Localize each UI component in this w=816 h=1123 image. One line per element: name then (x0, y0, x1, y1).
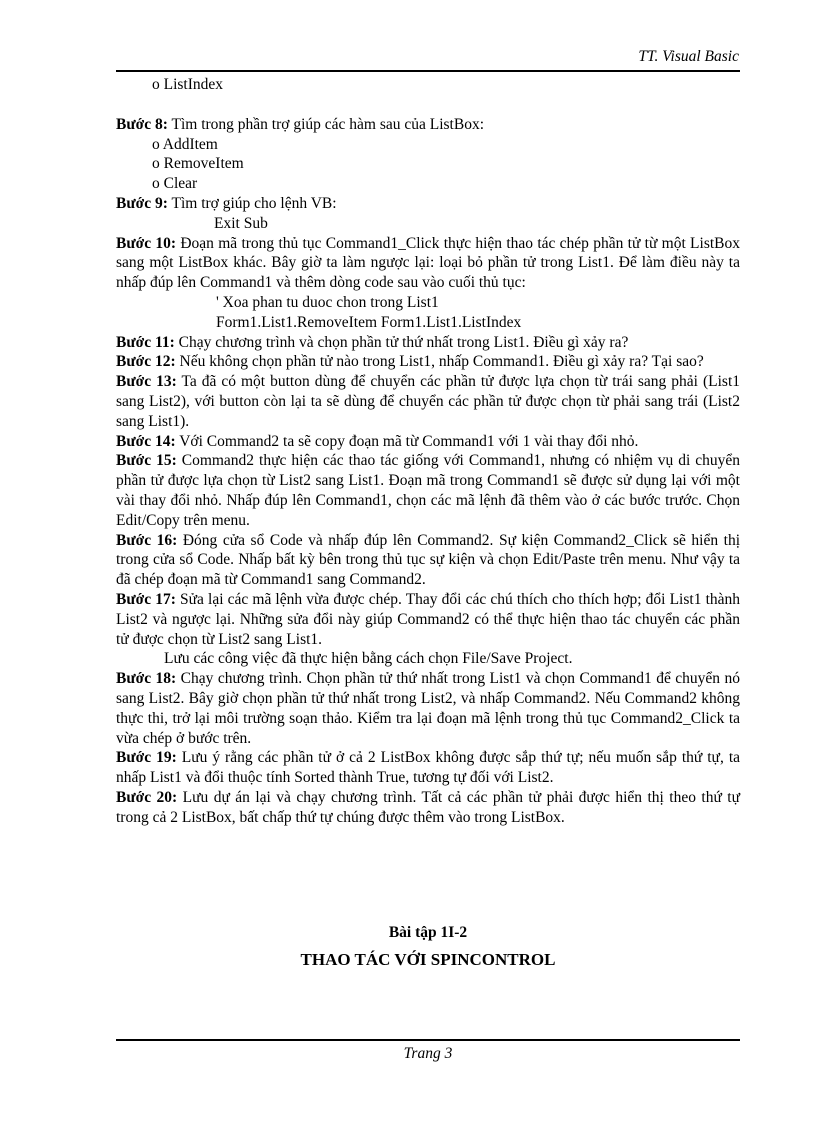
step-text: Tìm trợ giúp cho lệnh VB: (167, 194, 337, 212)
step-label: Bước 20: (116, 788, 178, 806)
code-line: Form1.List1.RemoveItem Form1.List1.ListIndex (216, 313, 522, 331)
step-text: Với Command2 ta sẽ copy đoạn mã từ Command1 với 1 vài thay đổi nhỏ. (175, 432, 639, 450)
step-15 (116, 451, 740, 530)
step-14 (116, 432, 740, 452)
step-16 (116, 531, 740, 590)
bullet-listindex: o ListIndex (152, 76, 224, 93)
step-text: Chạy chương trình. Chọn phần tử thứ nhất trong List1 và chọn Command1 để chuyển nó sang List2. Bây giờ chọn phần tử thứ nhất trong List2, và nhấp Command2. Nếu Command2 không thực thi, trở lại môi trường soạn thảo. Kiểm tra lại đoạn mã lệnh trong thủ tục Command2_Click ta vừa chép ở bước trên. (116, 670, 741, 747)
step-19 (116, 748, 740, 788)
step-text: Đóng cửa sổ Code và nhấp đúp lên Command2. Sự kiện Command2_Click sẽ hiển thị trong cửa sổ Code. Nhấp bất kỳ bên trong thủ tục sự kiện và chọn Edit/Paste trên menu. Như vậy ta đã chép đoạn mã từ Command1 sang Command2. (116, 531, 740, 589)
step-label: Bước 18: (116, 670, 177, 688)
code-line: Exit Sub (214, 214, 268, 232)
header-rule (116, 70, 740, 72)
save-note: Lưu các công việc đã thực hiện bằng cách chọn File/Save Project. (164, 650, 573, 668)
step-10 (116, 234, 740, 293)
bullet-item: o Clear (152, 175, 198, 193)
page-number: Trang 3 (403, 1045, 453, 1062)
exercise-label: Bài tập 1I-2 (388, 924, 468, 941)
spacer (116, 95, 740, 115)
step-label: Bước 11: (116, 333, 175, 351)
step-17 (116, 590, 740, 649)
step-label: Bước 13: (116, 373, 177, 391)
step-label: Bước 10: (116, 234, 177, 252)
step-label: Bước 9: (116, 194, 168, 212)
bullet-item: o RemoveItem (152, 155, 244, 173)
step-11 (116, 333, 740, 353)
exercise-title: THAO TÁC VỚI SPINCONTROL (300, 950, 556, 969)
step-text: Nếu không chọn phần tử nào trong List1, nhấp Command1. Điều gì xảy ra? Tại sao? (175, 353, 704, 371)
step-label: Bước 12: (116, 353, 176, 371)
step-label: Bước 14: (116, 432, 176, 450)
step-text: Command2 thực hiện các thao tác giống với Command1, nhưng có nhiệm vụ di chuyển phần tử được lựa chọn từ List2 sang List1. Đoạn mã trong Command1 sẽ được sử dụng lại với một vài thay đổi nhỏ. Nhấp đúp lên Command1, chọn các mã lệnh đã thêm vào ở các bước trước. Chọn Edit/Copy trên menu. (116, 452, 740, 529)
header-title: TT. Visual Basic (638, 48, 739, 65)
step-text: Ta đã có một button dùng để chuyển các phần tử được lựa chọn từ trái sang phải (List1 sang List2), với button còn lại ta sẽ dùng để chuyển các phần tử được chọn từ phải sang trái (List2 sang List1). (116, 373, 740, 430)
page-content (116, 75, 740, 827)
step-text: Lưu ý rằng các phần tử ở cả 2 ListBox không được sắp thứ tự; nếu muốn sắp thứ tự, ta nhấp List1 và đổi thuộc tính Sorted thành True, tương tự đối với List2. (116, 749, 740, 787)
step-label: Bước 15: (116, 452, 177, 470)
step-8 (116, 115, 740, 135)
step-label: Bước 16: (116, 531, 178, 549)
step-label: Bước 17: (116, 590, 176, 608)
code-comment: ' Xoa phan tu duoc chon trong List1 (216, 293, 439, 311)
step-text: Chạy chương trình và chọn phần tử thứ nhất trong List1. Điều gì xảy ra? (174, 333, 629, 351)
step-12 (116, 352, 740, 372)
step-label: Bước 19: (116, 749, 177, 767)
bullet-item: o AddItem (152, 135, 218, 153)
step-text: Sửa lại các mã lệnh vừa được chép. Thay đổi các chú thích cho thích hợp; đổi List1 thành List2 và ngược lại. Những sửa đổi này giúp Command2 có thể thực hiện thao tác chuyển các phần tử được chọn từ List2 sang List1. (116, 590, 740, 648)
step-13 (116, 372, 740, 431)
step-20 (116, 788, 740, 828)
step-text: Đoạn mã trong thủ tục Command1_Click thực hiện thao tác chép phần tử từ một ListBox sang một ListBox khác. Bây giờ ta làm ngược lại: loại bỏ phần tử trong List1. Để làm điều này ta nhấp đúp lên Command1 và thêm dòng code sau vào cuối thủ tục: (116, 234, 740, 292)
footer-rule (116, 1039, 740, 1041)
step-text: Tìm trong phần trợ giúp các hàm sau của ListBox: (167, 115, 485, 133)
step-18 (116, 669, 740, 748)
step-9 (116, 194, 740, 214)
step-text: Lưu dự án lại và chạy chương trình. Tất cả các phần tử phải được hiển thị theo thứ tự trong cả 2 ListBox, bất chấp thứ tự chúng được thêm vào trong ListBox. (116, 788, 740, 826)
step-label: Bước 8: (116, 115, 168, 133)
